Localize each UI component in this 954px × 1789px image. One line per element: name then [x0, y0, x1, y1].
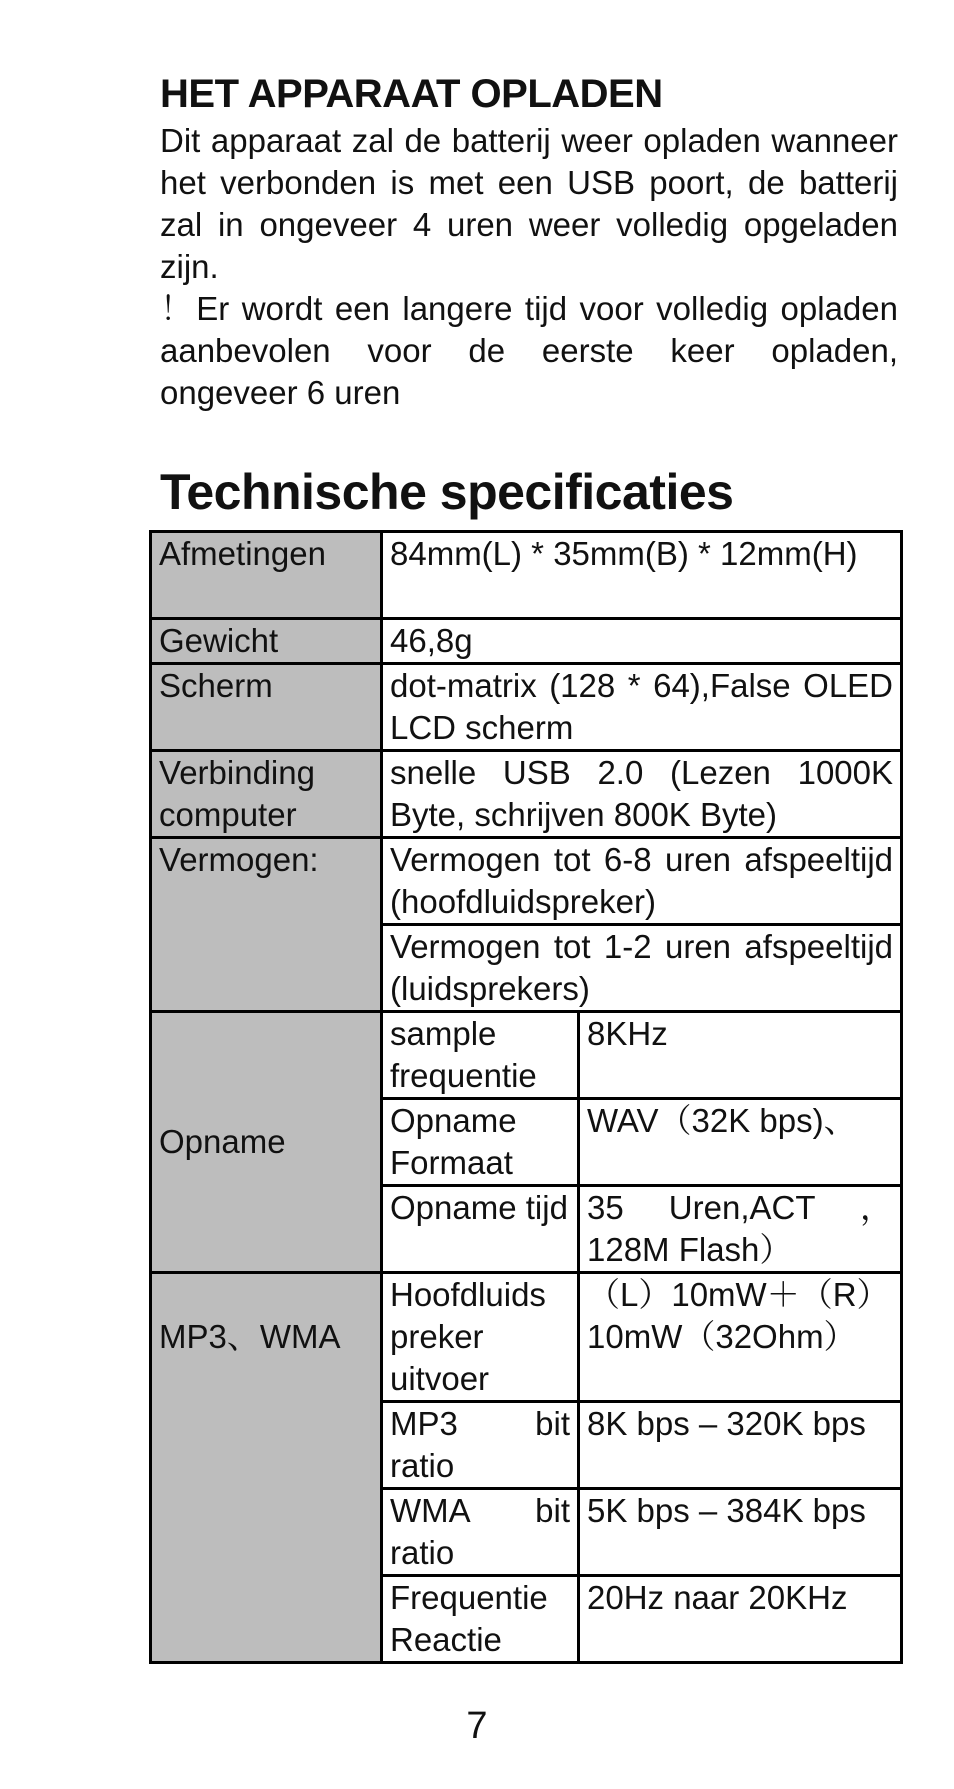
- spec-value: 46,8g: [382, 619, 902, 664]
- spec-value: 8KHz: [579, 1012, 902, 1099]
- table-row: [151, 751, 902, 838]
- spec-value: 20Hz naar 20KHz: [579, 1576, 902, 1663]
- table-row: [151, 664, 902, 751]
- spec-subname: Opname tijd: [382, 1186, 579, 1273]
- spec-value: 84mm(L) * 35mm(B) * 12mm(H): [382, 532, 902, 619]
- spec-value: snelle USB 2.0 (Lezen 1000K Byte, schrijven 800K Byte): [382, 751, 902, 838]
- spec-value: （L）10mW＋（R）10mW（32Ohm）: [579, 1273, 902, 1402]
- spec-value: 35 Uren,ACT ，128M Flash）: [579, 1186, 902, 1273]
- spec-label: Verbinding computer: [151, 751, 382, 838]
- specs-heading: Technische specificaties: [160, 464, 734, 520]
- table-row: [151, 532, 902, 619]
- table-row: [151, 1012, 902, 1099]
- spec-subname: WMA bit ratio: [382, 1489, 579, 1576]
- charging-paragraph: Dit apparaat zal de batterij weer opladen wanneer het verbonden is met een USB poort, de batterij zal in ongeveer 4 uren weer volledig opgeladen zijn.: [160, 122, 898, 285]
- page-number: 7: [466, 1705, 488, 1747]
- spec-subname: sample frequentie: [382, 1012, 579, 1099]
- spec-value: dot-matrix (128 * 64),False OLED LCD scherm: [382, 664, 902, 751]
- spec-subname: MP3 bit ratio: [382, 1402, 579, 1489]
- spec-label: [151, 1273, 382, 1663]
- spec-subname: Opname Formaat: [382, 1099, 579, 1186]
- spec-value: WAV（32K bps)、: [579, 1099, 902, 1186]
- spec-subname: Frequentie Reactie: [382, 1576, 579, 1663]
- spec-subname: Hoofdluids preker uitvoer: [382, 1273, 579, 1402]
- spec-label: Vermogen:: [151, 838, 382, 1012]
- table-row: [151, 838, 902, 925]
- spec-value: Vermogen tot 6-8 uren afspeeltijd (hoofdluidspreker): [382, 838, 902, 925]
- spec-label: Opname: [151, 1012, 382, 1273]
- spec-value: Vermogen tot 1-2 uren afspeeltijd (luidsprekers): [382, 925, 902, 1012]
- spec-label: Afmetingen: [151, 532, 382, 619]
- table-row: [151, 619, 902, 664]
- table-row: [151, 1273, 902, 1402]
- spec-value: 8K bps – 320K bps: [579, 1402, 902, 1489]
- charging-heading: HET APPARAAT OPLADEN: [160, 72, 663, 116]
- spec-value: 5K bps – 384K bps: [579, 1489, 902, 1576]
- spec-label: Gewicht: [151, 619, 382, 664]
- charging-note-paragraph: ！Er wordt een langere tijd voor volledig opladen aanbevolen voor de eerste keer opladen, ongeveer 6 uren: [160, 290, 898, 411]
- spec-label: Scherm: [151, 664, 382, 751]
- spec-label-text: MP3、WMA: [159, 1318, 341, 1355]
- specs-table: [149, 530, 903, 1664]
